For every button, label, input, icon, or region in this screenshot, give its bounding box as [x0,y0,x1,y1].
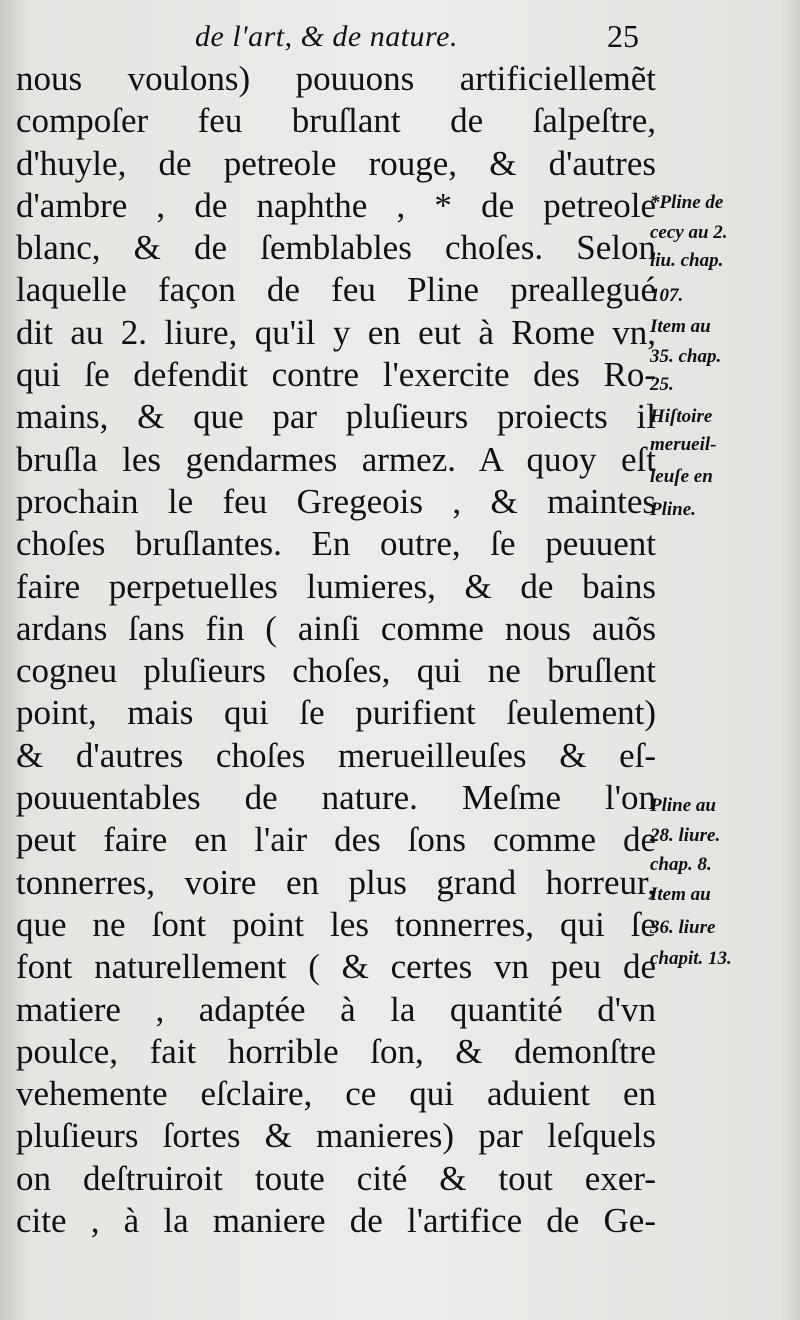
text-line: nous voulons) pouuons artificiellemẽt [16,59,656,98]
text-line: pluſieurs ſortes & manieres) par leſquels [16,1116,656,1156]
margin-note: 28. liure. [650,825,721,846]
text-line: d'ambre , de naphthe , * de petreole [16,185,656,225]
text-line: tonnerres, voire en plus grand horreur, [16,862,656,902]
margin-note: 36. liure [650,917,716,938]
text-line: & d'autres choſes merueilleuſes & eſ- [16,735,656,775]
text-line: font naturellement ( & certes vn peu de [16,947,656,987]
running-title: de l'art, & de nature. [195,20,458,53]
text-line: dit au 2. liure, qu'il y en eut à Rome vn, [16,312,656,352]
margin-note: Pline au [650,795,716,816]
margin-note: *Pline de [650,192,724,213]
text-line: matiere , adaptée à la quantité d'vn [16,989,656,1029]
text-line: point, mais qui ſe purifient ſeulement) [16,693,656,733]
text-line: pouuentables de nature. Meſme l'on [16,778,656,818]
page-number: 25 [607,18,639,54]
text-line: que ne ſont point les tonnerres, qui ſe [16,904,656,944]
text-line: cogneu pluſieurs choſes, qui ne bruſlent [16,651,656,691]
margin-notes [650,0,800,1320]
text-line: d'huyle, de petreole rouge, & d'autres [16,143,656,183]
body-text [16,58,656,1242]
margin-note: chap. 8. [650,854,712,875]
margin-note: 25. [650,374,674,395]
text-line: cite , à la maniere de l'artifice de Ge- [16,1201,656,1241]
text-line: compoſer feu bruſlant de ſalpeſtre, [16,101,656,141]
text-line: faire perpetuelles lumieres, & de bains [16,566,656,606]
margin-note: leuſe en [650,466,713,487]
text-line: laquelle façon de feu Pline preallegué [16,270,656,310]
margin-note: Item au [650,316,711,337]
margin-note: liu. chap. [650,250,724,271]
text-line: vehemente eſclaire, ce qui aduient en [16,1074,656,1114]
margin-note: merueil- [650,434,717,455]
margin-note: 35. chap. [650,346,722,367]
margin-note: Hiſtoire [650,406,713,427]
margin-note: cecy au 2. [650,222,728,243]
margin-note: chapit. 13. [650,948,732,969]
text-line: blanc, & de ſemblables choſes. Selon [16,228,656,268]
text-line: mains, & que par pluſieurs proiects il [16,397,656,437]
text-line: bruſla les gendarmes armez. A quoy eſt [16,439,656,479]
text-line: qui ſe defendit contre l'exercite des Ro- [16,355,656,395]
text-line: prochain le feu Gregeois , & maintes [16,481,656,521]
text-line: peut faire en l'air des ſons comme de [16,820,656,860]
margin-note: Pline. [650,499,696,520]
text-line: on deſtruiroit toute cité & tout exer- [16,1158,656,1198]
text-line: poulce, fait horrible ſon, & demonſtre [16,1031,656,1071]
margin-note: Item au [650,884,711,905]
margin-note: 107. [650,285,684,306]
text-line: ardans ſans fin ( ainſi comme nous auõs [16,608,656,648]
text-line: choſes bruſlantes. En outre, ſe peuuent [16,524,656,564]
